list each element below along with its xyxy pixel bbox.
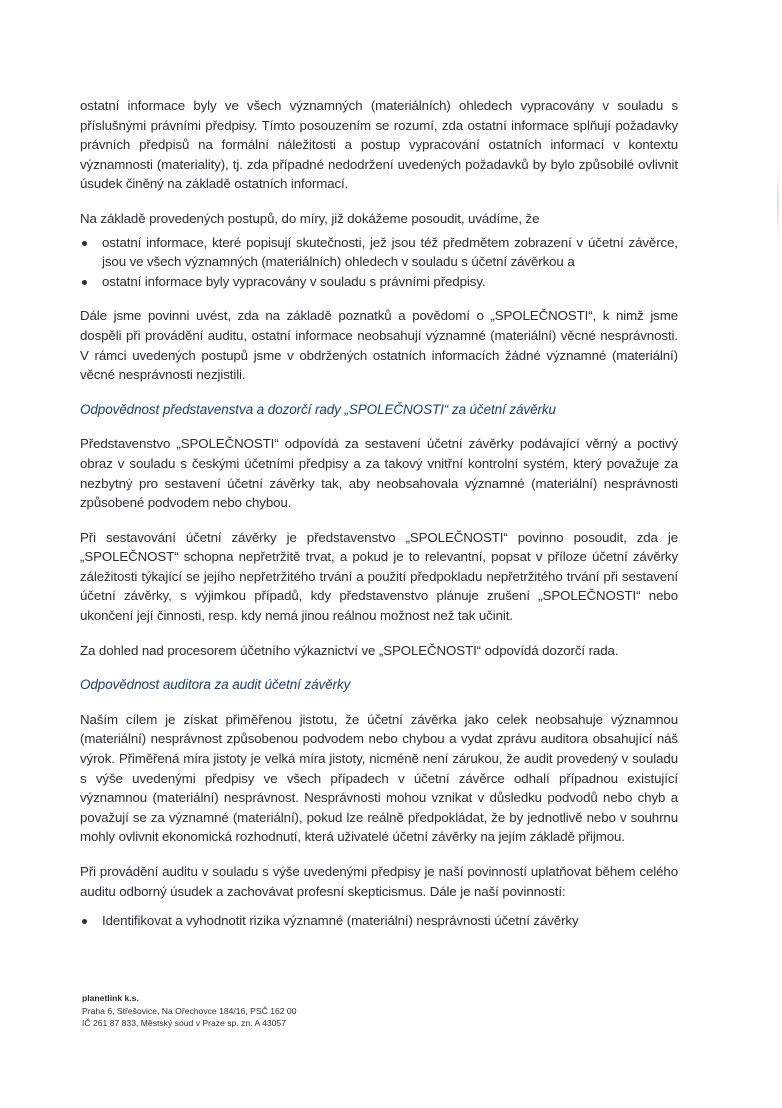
document-body <box>80 96 678 946</box>
paragraph-other-information-compliance: ostatní informace byly ve všech významných (materiálních) ohledech vypracovány v souladu s příslušnými právními předpisy. Tímto posouzením se rozumí, zda ostatní informace splňují požadavky právních předpisů na formální náležitosti a postup vypracování ostatních informací v kontextu významnosti (materiality), tj. zda případné nedodržení uvedených požadavků by bylo způsobilé ovlivnit úsudek činěný na základě ostatních informací. <box>80 98 678 192</box>
section-heading-auditor-responsibility: Odpovědnost auditora za audit účetní závěrky <box>80 677 351 693</box>
paragraph-audit-objective: Naším cílem je získat přiměřenou jistotu, že účetní závěrka jako celek neobsahuje významnou (materiální) nesprávnost způsobenou podvodem nebo chybou a vydat zprávu auditora obsahující náš výrok. Přiměřená míra jistoty je velká míra jistoty, nicméně není zárukou, že audit provedený v souladu s výše uvedenými předpisy ve všech případech v účetní závěrce odhalí případnou existující významnou (materiální) nesprávnost. Nesprávnosti mohou vznikat v důsledku podvodů nebo chyb a považují se za významné (materiální), pokud lze reálně předpokládat, že by jednotlivě nebo v souhrnu mohly ovlivnit ekonomická rozhodnutí, která uživatelé účetní závěrky na jejím základě přijmou. <box>80 711 678 845</box>
paragraph-audit-duties: Při provádění auditu v souladu s výše uvedenými předpisy je naší povinností uplatňovat během celého auditu odborný úsudek a zachovávat profesní skepticismus. Dále je naší povinností: <box>80 864 678 899</box>
bullet-list-auditor-duties <box>80 911 678 931</box>
paragraph-going-concern: Při sestavování účetní závěrky je představenstvo „SPOLEČNOSTI“ povinno posoudit, zda je „SPOLEČNOST“ schopna nepřetržitě trvat, a pokud je to relevantní, popsat v příloze účetní závěrky záležitosti týkající se jejího nepřetržitého trvání a použití předpokladu nepřetržitého trvání při sestavení účetní závěrky, s výjimkou případů, kdy představenstvo plánuje zrušení „SPOLEČNOSTI“ nebo ukončení její činnosti, resp. kdy nemá jinou reálnou možnost než tak učinit. <box>80 529 678 624</box>
paragraph-board-duty: Představenstvo „SPOLEČNOSTI“ odpovídá za sestavení účetní závěrky podávající věrný a poctivý obraz v souladu s českými účetními předpisy a za takový vnitřní kontrolní systém, který považuje za nezbytný pro sestavení účetní závěrky tak, aby neobsahovala významné (materiální) nesprávnosti způsobené podvodem nebo chybou. <box>80 436 678 511</box>
bullet-list-conclusions <box>80 233 678 292</box>
list-item-text: Identifikovat a vyhodnotit rizika významné (materiální) nesprávnosti účetní závěrky <box>102 913 579 929</box>
list-item <box>80 272 678 292</box>
footer-address: Praha 6, Střešovice, Na Ořechovce 184/16, PSČ 162 00 <box>82 1005 297 1016</box>
bullet-icon <box>82 241 87 246</box>
bullet-icon <box>82 919 87 924</box>
list-item <box>80 911 678 931</box>
footer-registration: IČ 261 87 833, Městský soud v Praze sp. zn. A 43057 <box>82 1018 286 1029</box>
list-item-text: ostatní informace, které popisují skutečnosti, jež jsou též předmětem zobrazení v účetní závěrce, jsou ve všech významných (materiálních) ohledech v souladu s účetní závěrkou a <box>102 234 678 270</box>
paragraph-procedures-intro: Na základě provedených postupů, do míry, již dokážeme posoudit, uvádíme, že <box>80 210 540 226</box>
section-heading-board-responsibility: Odpovědnost představenstva a dozorčí rady „SPOLEČNOSTI“ za účetní závěrku <box>80 401 556 417</box>
scan-edge-mark <box>777 168 779 240</box>
list-item-text: ostatní informace byly vypracovány v souladu s právními předpisy. <box>102 273 486 289</box>
page-footer <box>82 992 297 1030</box>
footer-company-name: planetlink k.s. <box>82 993 139 1003</box>
list-item <box>80 233 678 272</box>
paragraph-supervisory-board: Za dohled nad procesorem účetního výkaznictví ve „SPOLEČNOSTI“ odpovídá dozorčí rada. <box>80 642 619 658</box>
paragraph-material-misstatements: Dále jsme povinni uvést, zda na základě poznatků a povědomí o „SPOLEČNOSTI“, k nimž jsme dospěli při provádění auditu, ostatní informace neobsahují významné (materiální) věcné nesprávnosti. V rámci uvedených postupů jsme v obdržených ostatních informacích žádné významné (materiální) věcné nesprávnosti nezjistili. <box>80 308 678 383</box>
bullet-icon <box>82 280 87 285</box>
